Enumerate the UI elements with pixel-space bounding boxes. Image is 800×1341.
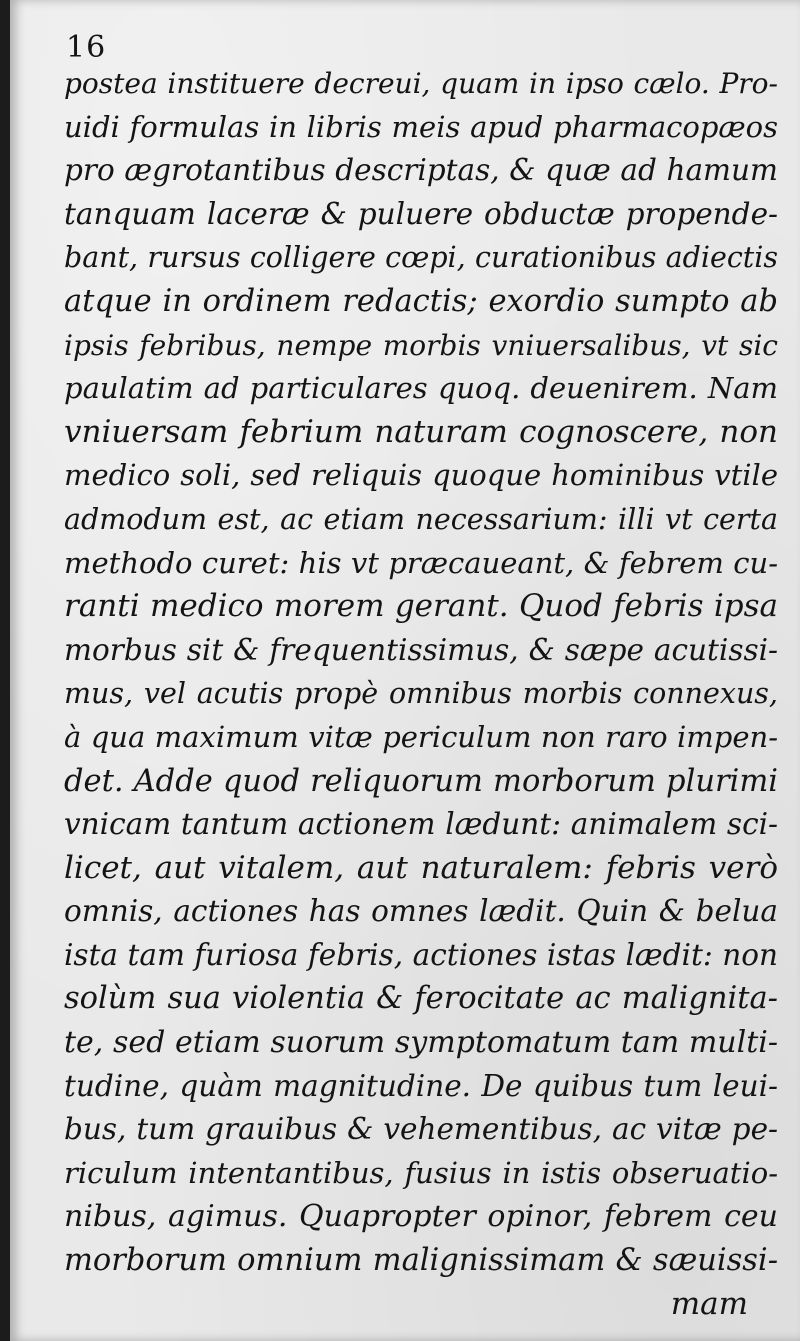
text-line: admodum est, ac etiam necessarium: illi vt certa	[64, 502, 778, 536]
text-line: nibus, agimus. Quapropter opinor, febrem ceu	[64, 1199, 778, 1235]
text-line: à qua maximum vitæ periculum non raro impen-	[64, 719, 778, 754]
text-line: postea instituere decreui, quam in ipso cælo. Pro-	[64, 67, 778, 100]
text-line: vniuersam febrium naturam cognoscere, non	[64, 413, 778, 450]
text-line: riculum intentantibus, fusius in istis obseruatio-	[64, 1155, 778, 1190]
text-line: methodo curet: his vt præcaueant, & febrem cu-	[64, 545, 778, 580]
text-line: pro ægrotantibus descriptas, & quæ ad hamum	[64, 153, 778, 188]
text-line: morborum omnium malignissimam & sæuissi-	[64, 1243, 778, 1279]
page-number: 16	[66, 30, 107, 65]
text-line: ranti medico morem gerant. Quod febris ipsa	[64, 588, 778, 625]
text-line: bant, rursus colligere cœpi, curationibus adiectis	[64, 241, 778, 275]
text-line: medico soli, sed reliquis quoque hominibus vtile	[64, 458, 778, 493]
text-line: tanquam laceræ & puluere obductæ propende-	[64, 196, 778, 231]
text-line: bus, tum grauibus & vehementibus, ac vitæ pe-	[64, 1112, 778, 1147]
text-line: paulatim ad particulares quoq. deuenirem. Nam	[64, 371, 778, 406]
text-line: tudine, quàm magnitudine. De quibus tum leui-	[64, 1068, 778, 1103]
text-line: det. Adde quod reliquorum morborum plurimi	[64, 763, 778, 799]
text-line: mus, vel acutis propè omnibus morbis connexus,	[64, 677, 778, 711]
text-line: atque in ordinem redactis; exordio sumpto ab	[64, 283, 778, 319]
text-line: morbus sit & frequentissimus, & sæpe acutissi-	[64, 632, 778, 667]
text-line: solùm sua violentia & ferocitate ac malignita-	[64, 981, 778, 1017]
text-line: licet, aut vitalem, aut naturalem: febris verò	[64, 849, 778, 886]
text-line: omnis, actiones has omnes lædit. Quin & belua	[64, 894, 778, 929]
text-line: ista tam furiosa febris, actiones istas lædit: non	[64, 937, 778, 972]
book-page	[10, 0, 800, 1341]
text-line: ipsis febribus, nempe morbis vniuersalibus, vt sic	[64, 328, 778, 362]
text-line: vnicam tantum actionem lædunt: animalem sci-	[64, 807, 778, 842]
body-text	[64, 62, 778, 1283]
catchword: mam	[670, 1286, 748, 1322]
text-line: te, sed etiam suorum symptomatum tam multi-	[64, 1025, 778, 1061]
text-line: uidi formulas in libris meis apud pharmacopæos	[64, 109, 778, 144]
